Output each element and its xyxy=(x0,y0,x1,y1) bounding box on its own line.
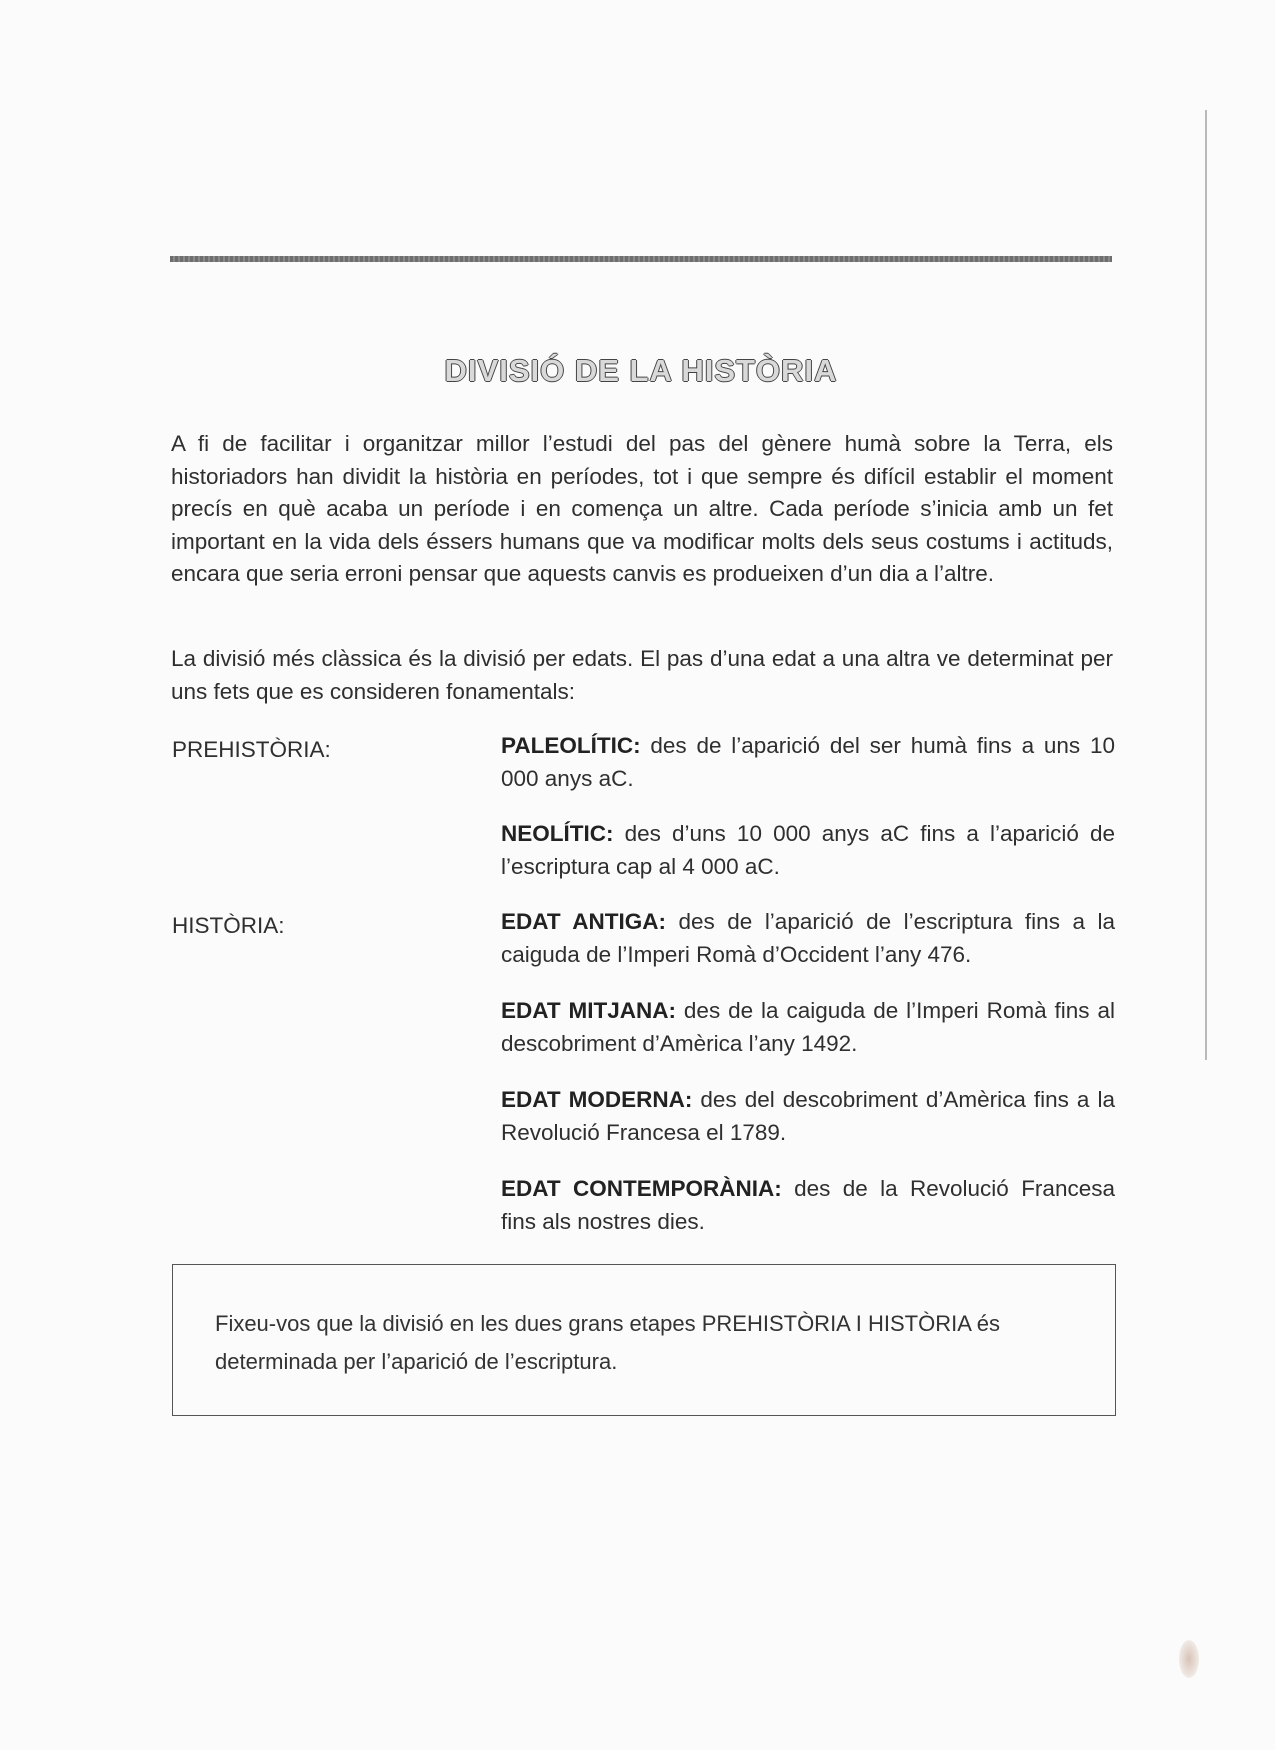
period-name: EDAT MODERNA: xyxy=(501,1087,693,1112)
period-ancient xyxy=(501,906,1115,971)
period-desc: des de la Revolució Francesa fins als nostres dies. xyxy=(501,1176,1115,1234)
period-paleolithic xyxy=(501,730,1115,795)
intro-paragraph: A fi de facilitar i organitzar millor l’estudi del pas del gènere humà sobre la Terra, els historiadors han dividit la història en períodes, tot i que sempre és difícil establir el moment precís en què acaba un període i en comença un altre. Cada període s’inicia amb un fet important en la vida dels éssers humans que va modificar molts dels seus costums i actituds, encara que seria erroni pensar que aquests canvis es produeixen d’un dia a l’altre. xyxy=(171,431,1113,586)
note-text: Fixeu-vos que la divisió en les dues grans etapes PREHISTÒRIA I HISTÒRIA és determinada per l’aparició de l’escriptura. xyxy=(215,1311,1001,1374)
scan-smudge xyxy=(1179,1640,1199,1678)
period-name: EDAT ANTIGA: xyxy=(501,909,666,934)
history-label: HISTÒRIA: xyxy=(172,913,285,938)
period-desc: des d’uns 10 000 anys aC fins a l’aparició de l’escriptura cap al 4 000 aC. xyxy=(501,821,1115,879)
period-name: NEOLÍTIC: xyxy=(501,821,614,846)
classification-paragraph: La divisió més clàssica és la divisió per edats. El pas d’una edat a una altra ve determinat per uns fets que es consideren fonamentals: xyxy=(171,646,1113,704)
period-middle-ages xyxy=(501,995,1115,1060)
period-name: EDAT CONTEMPORÀNIA: xyxy=(501,1176,782,1201)
period-name: PALEOLÍTIC: xyxy=(501,733,641,758)
period-contemporary xyxy=(501,1173,1115,1238)
period-name: EDAT MITJANA: xyxy=(501,998,676,1023)
page-title: DIVISIÓ DE LA HISTÒRIA xyxy=(444,352,838,388)
top-rule xyxy=(170,256,1112,262)
period-desc: des de la caiguda de l’Imperi Romà fins al descobriment d’Amèrica l’any 1492. xyxy=(501,998,1115,1056)
period-desc: des del descobriment d’Amèrica fins a la Revolució Francesa el 1789. xyxy=(501,1087,1115,1145)
period-desc: des de l’aparició del ser humà fins a uns 10 000 anys aC. xyxy=(501,733,1115,791)
note-box xyxy=(172,1264,1116,1416)
scan-page-edge xyxy=(1205,110,1207,1060)
period-desc: des de l’aparició de l’escriptura fins a la caiguda de l’Imperi Romà d’Occident l’any 476. xyxy=(501,909,1115,967)
period-modern xyxy=(501,1084,1115,1149)
prehistory-label: PREHISTÒRIA: xyxy=(172,737,331,762)
period-neolithic xyxy=(501,818,1115,883)
